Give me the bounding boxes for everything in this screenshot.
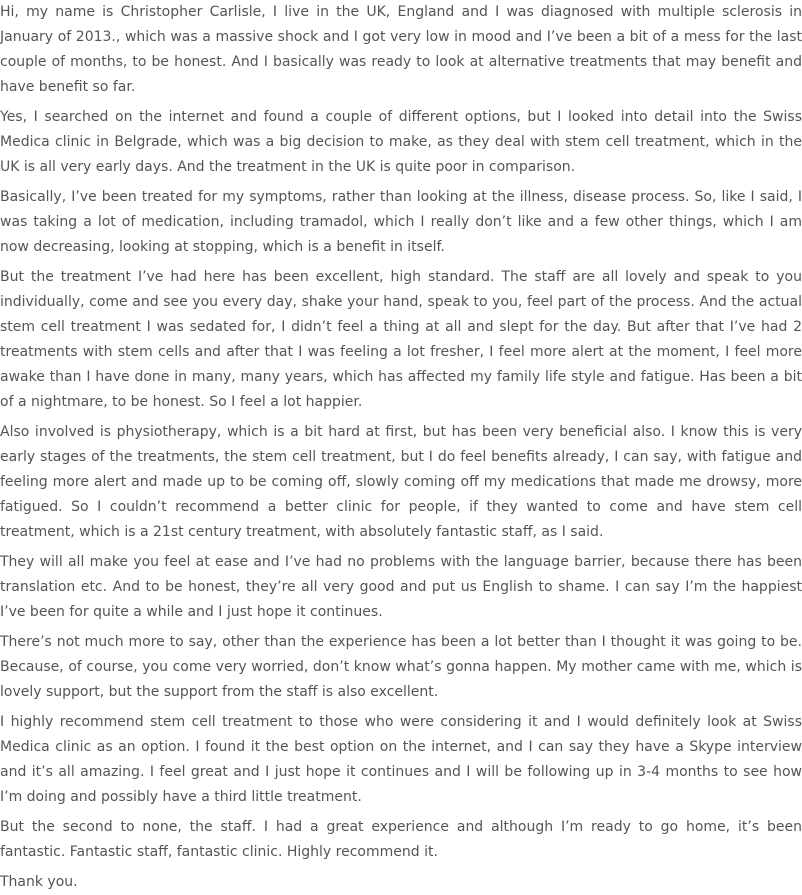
paragraph-experience: There’s not much more to say, other than the experience has been a lot better than I thought it was going to be. Because, of course, you come very worried, don’t know what’s gonna happen. My mother came with me, which is lovely support, but the support from the staff is also excellent. (0, 634, 802, 700)
paragraph-staff: But the second to none, the staff. I had a great experience and although I’m ready to go home, it’s been fantastic. Fantastic staff, fantastic clinic. Highly recommend it. (0, 819, 802, 860)
paragraph-physiotherapy: Also involved is physiotherapy, which is a bit hard at first, but has been very beneficial also. I know this is very early stages of the treatments, the stem cell treatment, but I do feel benefits already, I can say, with fatigue and feeling more alert and made up to be coming off, slowly coming off my medications that made me drowsy, more fatigued. So I couldn’t recommend a better clinic for people, if they wanted to come and have stem cell treatment, which is a 21st century treatment, with absolutely fantastic staff, as I said. (0, 424, 802, 540)
paragraph-treatment: But the treatment I’ve had here has been excellent, high standard. The staff are all lovely and speak to you individually, come and see you every day, shake your hand, speak to you, feel part of the process. And the actual stem cell treatment I was sedated for, I didn’t feel a thing at all and slept for the day. But after that I’ve had 2 treatments with stem cells and after that I was feeling a lot fresher, I feel more alert at the moment, I feel more awake than I have done in many, many years, which has affected my family life style and fatigue. Has been a bit of a nightmare, to be honest. So I feel a lot happier. (0, 269, 802, 410)
paragraph-thanks: Thank you. (0, 874, 78, 890)
paragraph-search: Yes, I searched on the internet and found a couple of different options, but I looked into detail into the Swiss Medica clinic in Belgrade, which was a big decision to make, as they deal with stem cell treatment, which in the UK is all very early days. And the treatment in the UK is quite poor in comparison. (0, 109, 802, 175)
paragraph-medication: Basically, I’ve been treated for my symptoms, rather than looking at the illness, disease process. So, like I said, I was taking a lot of medication, including tramadol, which I really don’t like and a few other things, which I am now decreasing, looking at stopping, which is a benefit in itself. (0, 189, 802, 255)
paragraph-recommendation: I highly recommend stem cell treatment to those who were considering it and I would definitely look at Swiss Medica clinic as an option. I found it the best option on the internet, and I can say they have a Skype interview and it’s all amazing. I feel great and I just hope it continues and I will be following up in 3-4 months to see how I’m doing and possibly have a third little treatment. (0, 714, 802, 805)
paragraph-language: They will all make you feel at ease and I’ve had no problems with the language barrier, because there has been translation etc. And to be honest, they’re all very good and put us English to shame. I can say I’m the happiest I’ve been for quite a while and I just hope it continues. (0, 554, 802, 620)
paragraph-intro: Hi, my name is Christopher Carlisle, I live in the UK, England and I was diagnosed with multiple sclerosis in January of 2013., which was a massive shock and I got very low in mood and I’ve been a bit of a mess for the last couple of months, to be honest. And I basically was ready to look at alternative treatments that may benefit and have benefit so far. (0, 4, 802, 95)
